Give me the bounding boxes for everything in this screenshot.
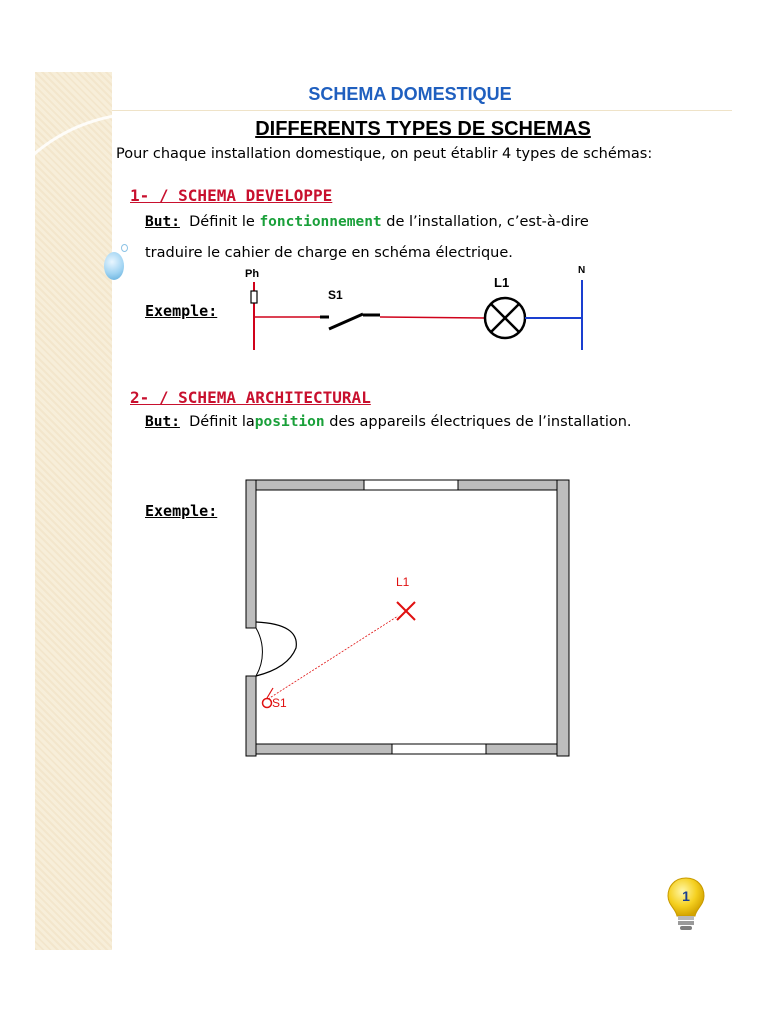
page-number-bulb [666, 876, 706, 934]
section-2-example-label: Exemple: [145, 502, 218, 520]
wall-top-right [458, 480, 557, 490]
section-1-line-2: traduire le cahier de charge en schéma électrique. [145, 245, 513, 261]
developed-schematic [235, 262, 605, 357]
switch-symbol-icon [263, 699, 272, 708]
decorative-bubble-small [121, 244, 128, 252]
window-top [364, 480, 458, 490]
phase-label: Ph [245, 268, 260, 280]
page-number: 1 [682, 888, 690, 904]
window-bottom [392, 744, 486, 754]
bulb-base-2 [678, 921, 694, 925]
plan-switch-label: S1 [272, 696, 287, 710]
page-title: SCHEMA DOMESTIQUE [308, 84, 512, 104]
wall-bottom-right [486, 744, 557, 754]
wall-left-lower [246, 676, 256, 756]
line-to-lamp [380, 317, 485, 318]
intro-text: Pour chaque installation domestique, on peut établir 4 types de schémas: [116, 146, 653, 162]
plan-wire [268, 616, 398, 699]
bulb-base-3 [680, 926, 692, 930]
section-2-title: 2- / SCHEMA ARCHITECTURAL [130, 388, 371, 407]
switch-label: S1 [328, 288, 343, 302]
section-2-line-1-post: des appareils électriques de l’installation. [329, 414, 632, 430]
section-2-highlight: position [254, 414, 325, 430]
section-1-example-label: Exemple: [145, 302, 218, 320]
architectural-floor-plan [240, 472, 575, 762]
plan-lamp-label: L1 [396, 575, 410, 589]
section-1-line-1 [145, 214, 589, 230]
switch-blade-icon [329, 314, 363, 329]
wall-bottom-left [256, 744, 392, 754]
neutral-label: N [578, 265, 586, 276]
decorative-bubble [104, 252, 124, 280]
wall-left-upper [246, 480, 256, 628]
decorative-sidebar [35, 72, 112, 950]
section-1-line-1-pre: Définit le [189, 214, 255, 230]
section-1-line-1-post: de l’installation, c’est-à-dire [386, 214, 589, 230]
section-1-title: 1- / SCHEMA DEVELOPPE [130, 186, 333, 205]
wall-right [557, 480, 569, 756]
section-2-but-label: But: [145, 414, 180, 430]
wall-top-left [256, 480, 364, 490]
section-1-but-label: But: [145, 214, 180, 230]
door-swing-arc [256, 628, 262, 676]
section-1-highlight: fonctionnement [259, 214, 382, 230]
main-heading: DIFFERENTS TYPES DE SCHEMAS [255, 118, 591, 140]
section-2-line-1 [145, 414, 632, 430]
section-2-line-1-pre: Définit la [189, 414, 255, 430]
bulb-base-1 [678, 916, 694, 920]
lamp-label: L1 [494, 275, 510, 290]
fuse-icon [251, 291, 257, 303]
header-divider [112, 110, 732, 111]
